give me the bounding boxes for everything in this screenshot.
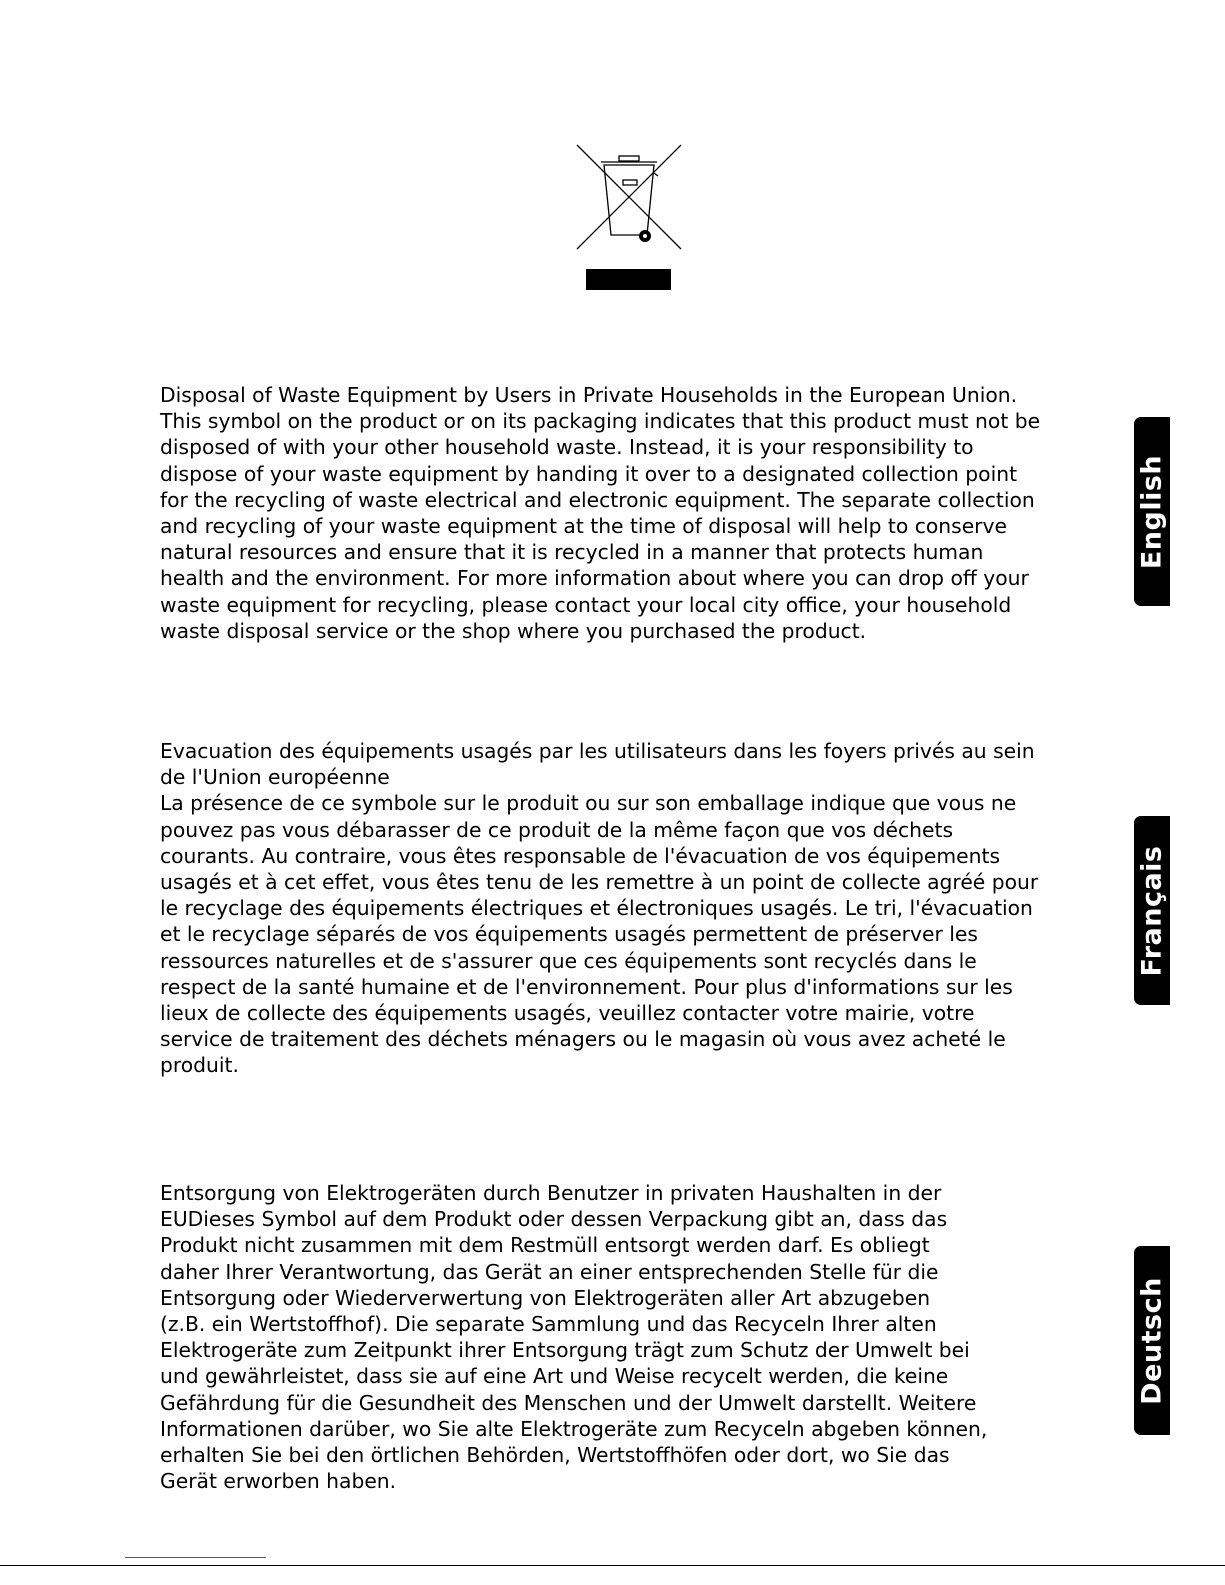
french-line: pouvez pas vous débarasser de ce produit de la même façon que vos déchets xyxy=(160,817,954,842)
english-line: disposed of with your other household waste. Instead, it is your responsibility to xyxy=(160,435,974,460)
english-line: Disposal of Waste Equipment by Users in Private Households in the European Union. xyxy=(160,383,1018,407)
french-line: et le recyclage séparés de vos équipements usagés permettent de préserver les xyxy=(160,922,978,947)
tab-english-label: English xyxy=(1136,454,1168,569)
french-line: respect de la santé humaine et de l'environnement. Pour plus d'informations sur les xyxy=(160,974,1013,999)
french-line: courants. Au contraire, vous êtes responsable de l'évacuation de vos équipements xyxy=(160,843,1001,868)
english-line: for the recycling of waste electrical and electronic equipment. The separate collection xyxy=(160,487,1035,512)
english-line: This symbol on the product or on its packaging indicates that this product must not be xyxy=(160,409,1041,434)
tab-english[interactable] xyxy=(1134,417,1170,606)
french-section xyxy=(160,738,1110,1079)
german-line: Informationen darüber, wo Sie alte Elektrogeräte zum Recyceln abgeben können, xyxy=(160,1416,988,1441)
german-line: Elektrogeräte zum Zeitpunkt ihrer Entsorgung trägt zum Schutz der Umwelt bei xyxy=(160,1338,970,1363)
german-line: erhalten Sie bei den örtlichen Behörden, Wertstoffhöfen oder dort, wo Sie das xyxy=(160,1443,950,1468)
german-section xyxy=(160,1180,1110,1494)
footer-divider xyxy=(0,1565,1225,1566)
french-line: La présence de ce symbole sur le produit ou sur son emballage indique que vous ne xyxy=(160,791,1017,816)
tab-francais[interactable] xyxy=(1134,816,1170,1005)
german-line: Entsorgung oder Wiederverwertung von Elektrogeräten aller Art abzugeben xyxy=(160,1285,931,1310)
french-line: produit. xyxy=(160,1053,239,1078)
tab-deutsch-label: Deutsch xyxy=(1136,1276,1168,1405)
crossed-out-wheeled-bin-icon xyxy=(575,143,683,251)
english-line: and recycling of your waste equipment at the time of disposal will help to conserve xyxy=(160,514,1007,539)
german-line: (z.B. ein Wertstoffhof). Die separate Sammlung und das Recyceln Ihrer alten xyxy=(160,1312,937,1337)
footer-link-underline xyxy=(125,1557,266,1558)
german-line: Gefährdung für die Gesundheit des Menschen und der Umwelt darstellt. Weitere xyxy=(160,1390,977,1415)
german-line: Gerät erworben haben. xyxy=(160,1469,397,1494)
german-line: daher Ihrer Verantwortung, das Gerät an einer entsprechenden Stelle für die xyxy=(160,1259,939,1284)
weee-solid-bar xyxy=(586,269,671,290)
german-line: Entsorgung von Elektrogeräten durch Benutzer in privaten Haushalten in der xyxy=(160,1181,942,1205)
french-line: Evacuation des équipements usagés par les utilisateurs dans les foyers privés au sein xyxy=(160,739,1035,763)
english-section xyxy=(160,382,1110,644)
german-line: und gewährleistet, dass sie auf eine Art und Weise recycelt werden, die keine xyxy=(160,1364,949,1389)
german-line: Produkt nicht zusammen mit dem Restmüll entsorgt werden darf. Es obliegt xyxy=(160,1233,930,1258)
french-line: usagés et à cet effet, vous êtes tenu de les remettre à un point de collecte agréé pour xyxy=(160,870,1039,895)
english-line: dispose of your waste equipment by handing it over to a designated collection point xyxy=(160,461,1018,486)
french-line: ressources naturelles et de s'assurer que ces équipements sont recyclés dans le xyxy=(160,948,977,973)
french-line: service de traitement des déchets ménagers ou le magasin où vous avez acheté le xyxy=(160,1027,1006,1052)
english-line: waste disposal service or the shop where you purchased the product. xyxy=(160,618,867,643)
english-line: natural resources and ensure that it is recycled in a manner that protects human xyxy=(160,540,984,565)
english-line: waste equipment for recycling, please contact your local city office, your household xyxy=(160,592,1012,617)
french-line: de l'Union européenne xyxy=(160,765,390,790)
french-line: le recyclage des équipements électriques et électroniques usagés. Le tri, l'évacuation xyxy=(160,896,1033,921)
english-line: health and the environment. For more information about where you can drop off your xyxy=(160,566,1029,591)
french-line: lieux de collecte des équipements usagés, veuillez contacter votre mairie, votre xyxy=(160,1001,975,1026)
tab-deutsch[interactable] xyxy=(1134,1246,1170,1435)
german-line: EUDieses Symbol auf dem Produkt oder dessen Verpackung gibt an, dass das xyxy=(160,1207,948,1232)
tab-francais-label: Français xyxy=(1136,844,1168,977)
